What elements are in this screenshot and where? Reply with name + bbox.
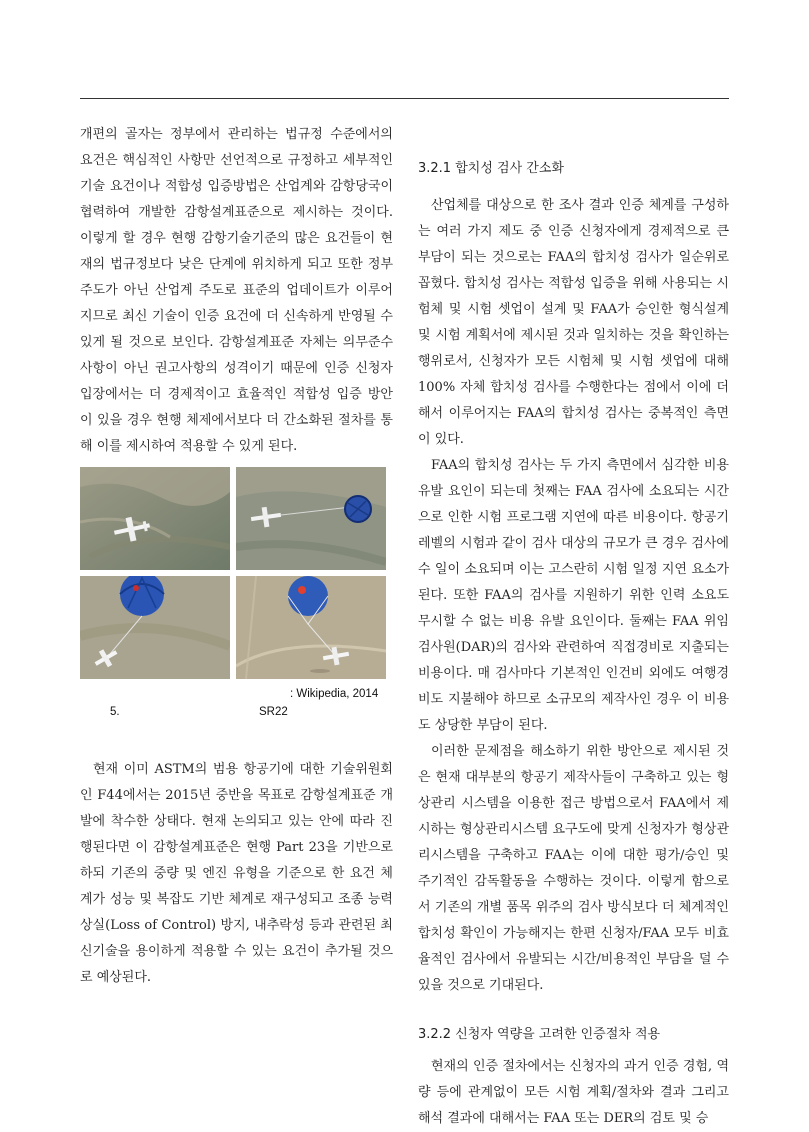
photo-panel-4 bbox=[236, 576, 386, 679]
body-paragraph: 산업체를 대상으로 한 조사 결과 인증 체계를 구성하는 여러 가지 제도 중 인증 신청자에게 경제적으로 큰 부담이 되는 것으로는 FAA의 합치성 검사가 일순위로 꼽혔다. 합치성 검사는 적합성 입증을 위해 사용되는 시험체 및 시험 셋업이 설계 및 FAA가 승인한 형식설계 및 시험 계획서에 제시된 것과 일치하는 것을 확인하는 행위로서, 신청자가 모든 시험체 및 시험 셋업에 대해 100% 자체 합치성 검사를 수행한다는 점에서 이에 더해서 이루어지는 FAA의 합치성 검사는 중복적인 측면이 있다. bbox=[418, 198, 729, 447]
photo-panel-3 bbox=[80, 576, 230, 679]
photo-panel-2 bbox=[236, 467, 386, 570]
figure-label-model: SR22 bbox=[259, 706, 288, 718]
section-heading: 3.2.1 합치성 검사 간소화 bbox=[418, 161, 564, 176]
right-column bbox=[418, 156, 729, 1132]
body-paragraph: 개편의 골자는 정부에서 관리하는 법규정 수준에서의 요건은 핵심적인 사항만 선언적으로 규정하고 세부적인 기술 요건이나 적합성 입증방법은 산업계와 감항당국이 협력하여 개발한 감항설계표준으로 제시하는 것이다. 이렇게 할 경우 현행 감항기술기준의 많은 요건들이 현재의 법규정보다 낮은 단계에 위치하게 되고 또한 정부 주도가 아닌 산업계 주도로 표준의 업데이트가 이루어지므로 최신 기술이 인증 요건에 더 신속하게 반영될 수 있게 될 것으로 보인다. 감항설계표준 자체는 의무준수 사항이 아닌 권고사항의 성격이기 때문에 인증 신청자 입장에서는 더 경제적이고 효율적인 적합성 입증 방안이 있을 경우 현행 체제에서보다 더 간소화된 절차를 통해 이를 제시하여 적용할 수 있게 된다. bbox=[80, 127, 393, 454]
left-column-bottom bbox=[80, 757, 393, 991]
body-paragraph: 이러한 문제점을 해소하기 위한 방안으로 제시된 것은 현재 대부분의 항공기 제작사들이 구축하고 있는 형상관리 시스템을 이용한 접근 방법으로서 FAA에서 제시하는 형상관리시스템 요구도에 맞게 신청자가 형상관리시스템을 구축하고 FAA는 이에 대한 평가/승인 및 주기적인 감독활동을 수행하는 것이다. 이렇게 함으로서 기존의 개별 품목 위주의 검사 방식보다 더 체계적인 합치성 확인이 가능해지는 한편 신청자/FAA 모두 비효율적인 검사에서 유발되는 시간/비용적인 부담을 덜 수 있을 것으로 기대된다. bbox=[418, 744, 729, 993]
body-paragraph: FAA의 합치성 검사는 두 가지 측면에서 심각한 비용 유발 요인이 되는데 첫째는 FAA 검사에 소요되는 시간으로 인한 시험 프로그램 지연에 따른 비용이다. 항공기 레벨의 시험과 같이 검사 대상의 규모가 큰 경우 검사에 수 일이 소요되며 이는 고스란히 시험 일정 지연 요소가 된다. 또한 FAA의 검사를 지원하기 위한 인력 소요도 무시할 수 없는 비용 유발 요인이다. 둘째는 FAA 위임 검사원(DAR)의 검사와 관련하여 직접경비로 지출되는 비용이다. 매 검사마다 기본적인 인건비 외에도 여행경비도 지불해야 하므로 소규모의 제작사인 경우 이 비용도 상당한 부담이 된다. bbox=[418, 458, 729, 733]
body-paragraph: 현재의 인증 절차에서는 신청자의 과거 인증 경험, 역량 등에 관계없이 모든 시험 계획/절차와 결과 그리고 해석 결과에 대해서는 FAA 또는 DER의 검토 및 승 bbox=[418, 1059, 729, 1126]
photo-panel-1 bbox=[80, 467, 230, 570]
left-column-top bbox=[80, 122, 393, 460]
figure-label-number: 5. bbox=[110, 706, 120, 718]
body-paragraph: 현재 이미 ASTM의 범용 항공기에 대한 기술위원회인 F44에서는 2015년 중반을 목표로 감항설계표준 개발에 착수한 상태다. 현재 논의되고 있는 안에 따라 진행된다면 이 감항설계표준은 현행 Part 23을 기반으로 하되 기존의 중량 및 엔진 유형을 기준으로 한 요건 체계가 성능 및 복잡도 기반 체계로 재구성되고 조종 능력 상실(Loss of Control) 방지, 내추락성 등과 관련된 최신기술을 용이하게 적용할 수 있는 요건이 추가될 것으로 예상된다. bbox=[80, 762, 393, 985]
figure-source: : Wikipedia, 2014 bbox=[290, 688, 379, 700]
header-rule bbox=[80, 98, 729, 99]
section-heading: 3.2.2 신청자 역량을 고려한 인증절차 적용 bbox=[418, 1027, 661, 1042]
sr22-parachute-figure bbox=[80, 467, 386, 679]
